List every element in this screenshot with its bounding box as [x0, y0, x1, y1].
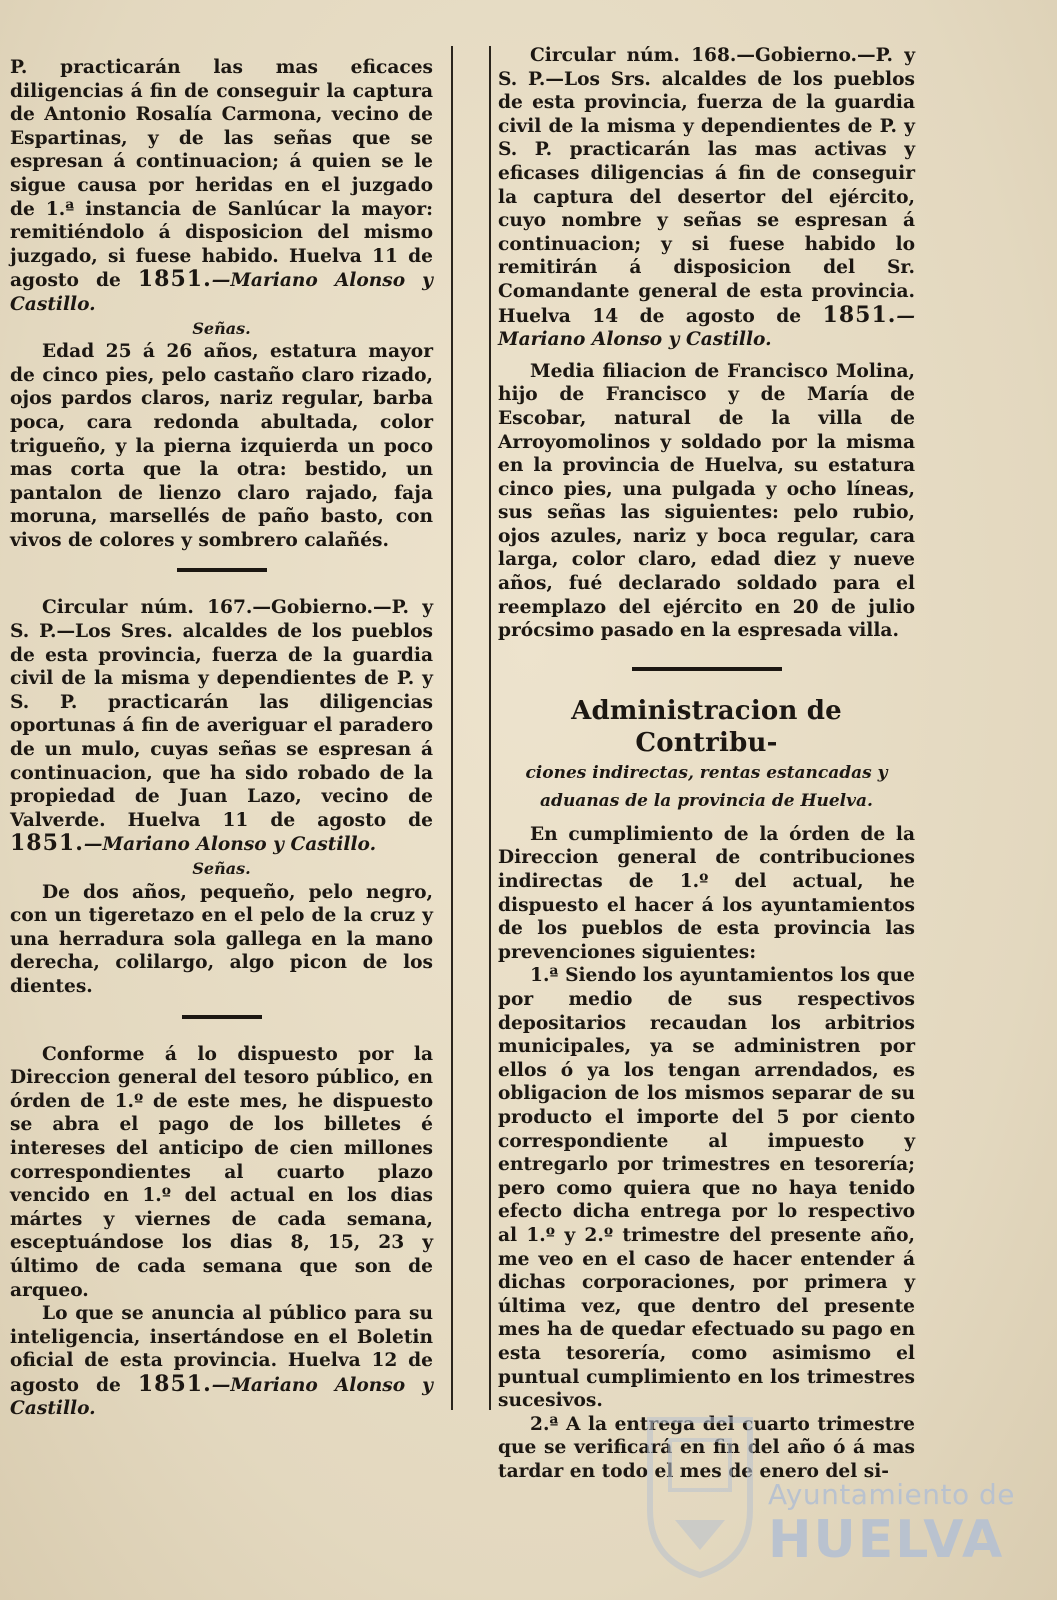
aviso-tesoro: Conforme á lo dispuesto por la Direccion general del tesoro público, en órden de 1.º de este mes, he dispuesto se abra el pago de los billetes é intereses del anticipo de cien millones correspondientes al cuarto plazo vencido en 1.º del actual en los dias mártes y viernes de cada semana, esceptuándose los dias 8, 15, 23 y último de cada semana que son de arqueo.: [10, 1043, 433, 1301]
section-subheading-1: ciones indirectas, rentas estancadas y: [525, 762, 888, 783]
article-signature: —Mariano Alonso y Castillo.: [10, 270, 433, 315]
article-year: 1851.: [137, 1370, 212, 1397]
circular-167: [10, 596, 433, 857]
article-signature: —Mariano Alonso y Castillo.: [498, 305, 915, 351]
senas-description: Edad 25 á 26 años, estatura mayor de cinco pies, pelo castaño claro rizado, ojos pardos claros, nariz regular, barba poca, cara redonda abultada, color trigueño, y la pierna izquierda un poco mas corta que la otra: bestido, un pantalon de lienzo claro rajado, faja moruna, marsellés de paño basto, con vivos de colores y sombrero calañés.: [10, 341, 433, 551]
cumplimiento-orden: En cumplimiento de la órden de la Direccion general de contribuciones indirectas de 1.º del actual, he dispuesto el hacer á los ayuntamientos de los pueblos de esta provincia las prevenciones siguientes:: [498, 823, 915, 963]
article-year: 1851.: [10, 830, 84, 857]
column-rule-right: [489, 46, 491, 1410]
circular-168: [498, 44, 915, 352]
aviso-publico: [10, 1302, 433, 1421]
article-year: 1851.: [137, 266, 212, 293]
article-text: Lo que se anuncia al público para su inteligencia, insertándose en el Boletin oficial de esta provincia. Huelva 12 de agosto de: [10, 1303, 433, 1396]
filiacion-molina: Media filiacion de Francisco Molina, hijo de Francisco y de María de Escobar, natural de la villa de Arroyomolinos y soldado por la misma en la provincia de Huelva, su estatura cinco pies, una pulgada y ocho líneas, sus señas las siguientes: pelo rubio, ojos azules, nariz y boca regular, cara larga, color claro, edad diez y nueve años, fué declarado soldado para el reemplazo del ejército en 20 de julio prócsimo pasado en la espresada villa.: [498, 360, 915, 642]
column-rule-left: [451, 46, 453, 1410]
section-heading: Administracion de Contribu-: [571, 695, 842, 758]
article-signature: —Mariano Alonso y Castillo.: [10, 1374, 433, 1420]
section-subheading-2: aduanas de la provincia de Huelva.: [540, 790, 873, 811]
article-text: Circular núm. 168.—Gobierno.—P. y S. P.—Los Srs. alcaldes de los pueblos de esta provincia, fuerza de la guardia civil de la misma y dependientes de P. y S. P. practicarán las mas activas y eficases diligencias á fin de conseguir la captura del desertor del ejército, cuyo nombre y señas se espresan á continuacion; y si fuese habido lo remitirán á disposicion del Sr. Comandante general de esta provincia. Huelva 14 de agosto de: [498, 45, 915, 327]
right-column: [498, 0, 915, 1483]
article-text: P. practicarán las mas eficaces diligencias á fin de conseguir la captura de Antonio Rosalía Carmona, vecino de Espartinas, y de las señas que se espresan á continuacion; á quien se le sigue causa por heridas en el juzgado de 1.ª instancia de Sanlúcar la mayor: remitiéndolo á disposicion del mismo juzgado, si fuese habido. Huelva 11 de agosto de: [10, 57, 433, 292]
article-text: Circular núm. 167.—Gobierno.—P. y S. P.—Los Sres. alcaldes de los pueblos de esta provincia, fuerza de la guardia civil de la misma y dependientes de P. y S. P. practicarán las diligencias oportunas á fin de averiguar el paradero de un mulo, cuyas señas se espresan á continuacion, que ha sido robado de la propiedad de Juan Lazo, vecino de Valverde. Huelva 11 de agosto de: [10, 597, 433, 831]
watermark-line-2: HUELVA: [768, 1510, 1005, 1570]
left-column: [10, 0, 433, 1421]
mulo-description: De dos años, pequeño, pelo negro, con un tigeretazo en el pelo de la cruz y una herradura sola gallega en la mano derecha, colilargo, algo picon de los dientes.: [10, 881, 433, 997]
senas-heading: Señas.: [192, 859, 251, 878]
watermark-line-1: Ayuntamiento de: [768, 1478, 1015, 1511]
article-captura-carmona: [10, 56, 433, 317]
prevencion-2: 2.ª A la entrega del cuarto trimestre que se verificará en fin del año ó á mas tardar en todo el mes de enero del si-: [498, 1413, 915, 1482]
article-year: 1851.: [822, 301, 897, 328]
senas-heading: Señas.: [192, 318, 251, 338]
article-signature: —Mariano Alonso y Castillo.: [83, 834, 377, 856]
prevencion-1: 1.ª Siendo los ayuntamientos los que por medio de sus respectivos depositarios recaudan los arbitrios municipales, ya se administren por ellos ó ya los tengan arrendados, es obligacion de los mismos separar de su producto el importe del 5 por ciento correspondiente al impuesto y entregarlo por trimestres en tesorería; pero como quiera que no haya tenido efecto dicha entrega por lo respectivo al 1.º y 2.º trimestre del presente año, me veo en el caso de hacer entender á dichas corporaciones, por primera y última vez, que dentro del presente mes ha de quedar efectuado su pago en esta tesorería, como asimismo el puntual cumplimiento en los trimestres sucesivos.: [498, 965, 915, 1412]
